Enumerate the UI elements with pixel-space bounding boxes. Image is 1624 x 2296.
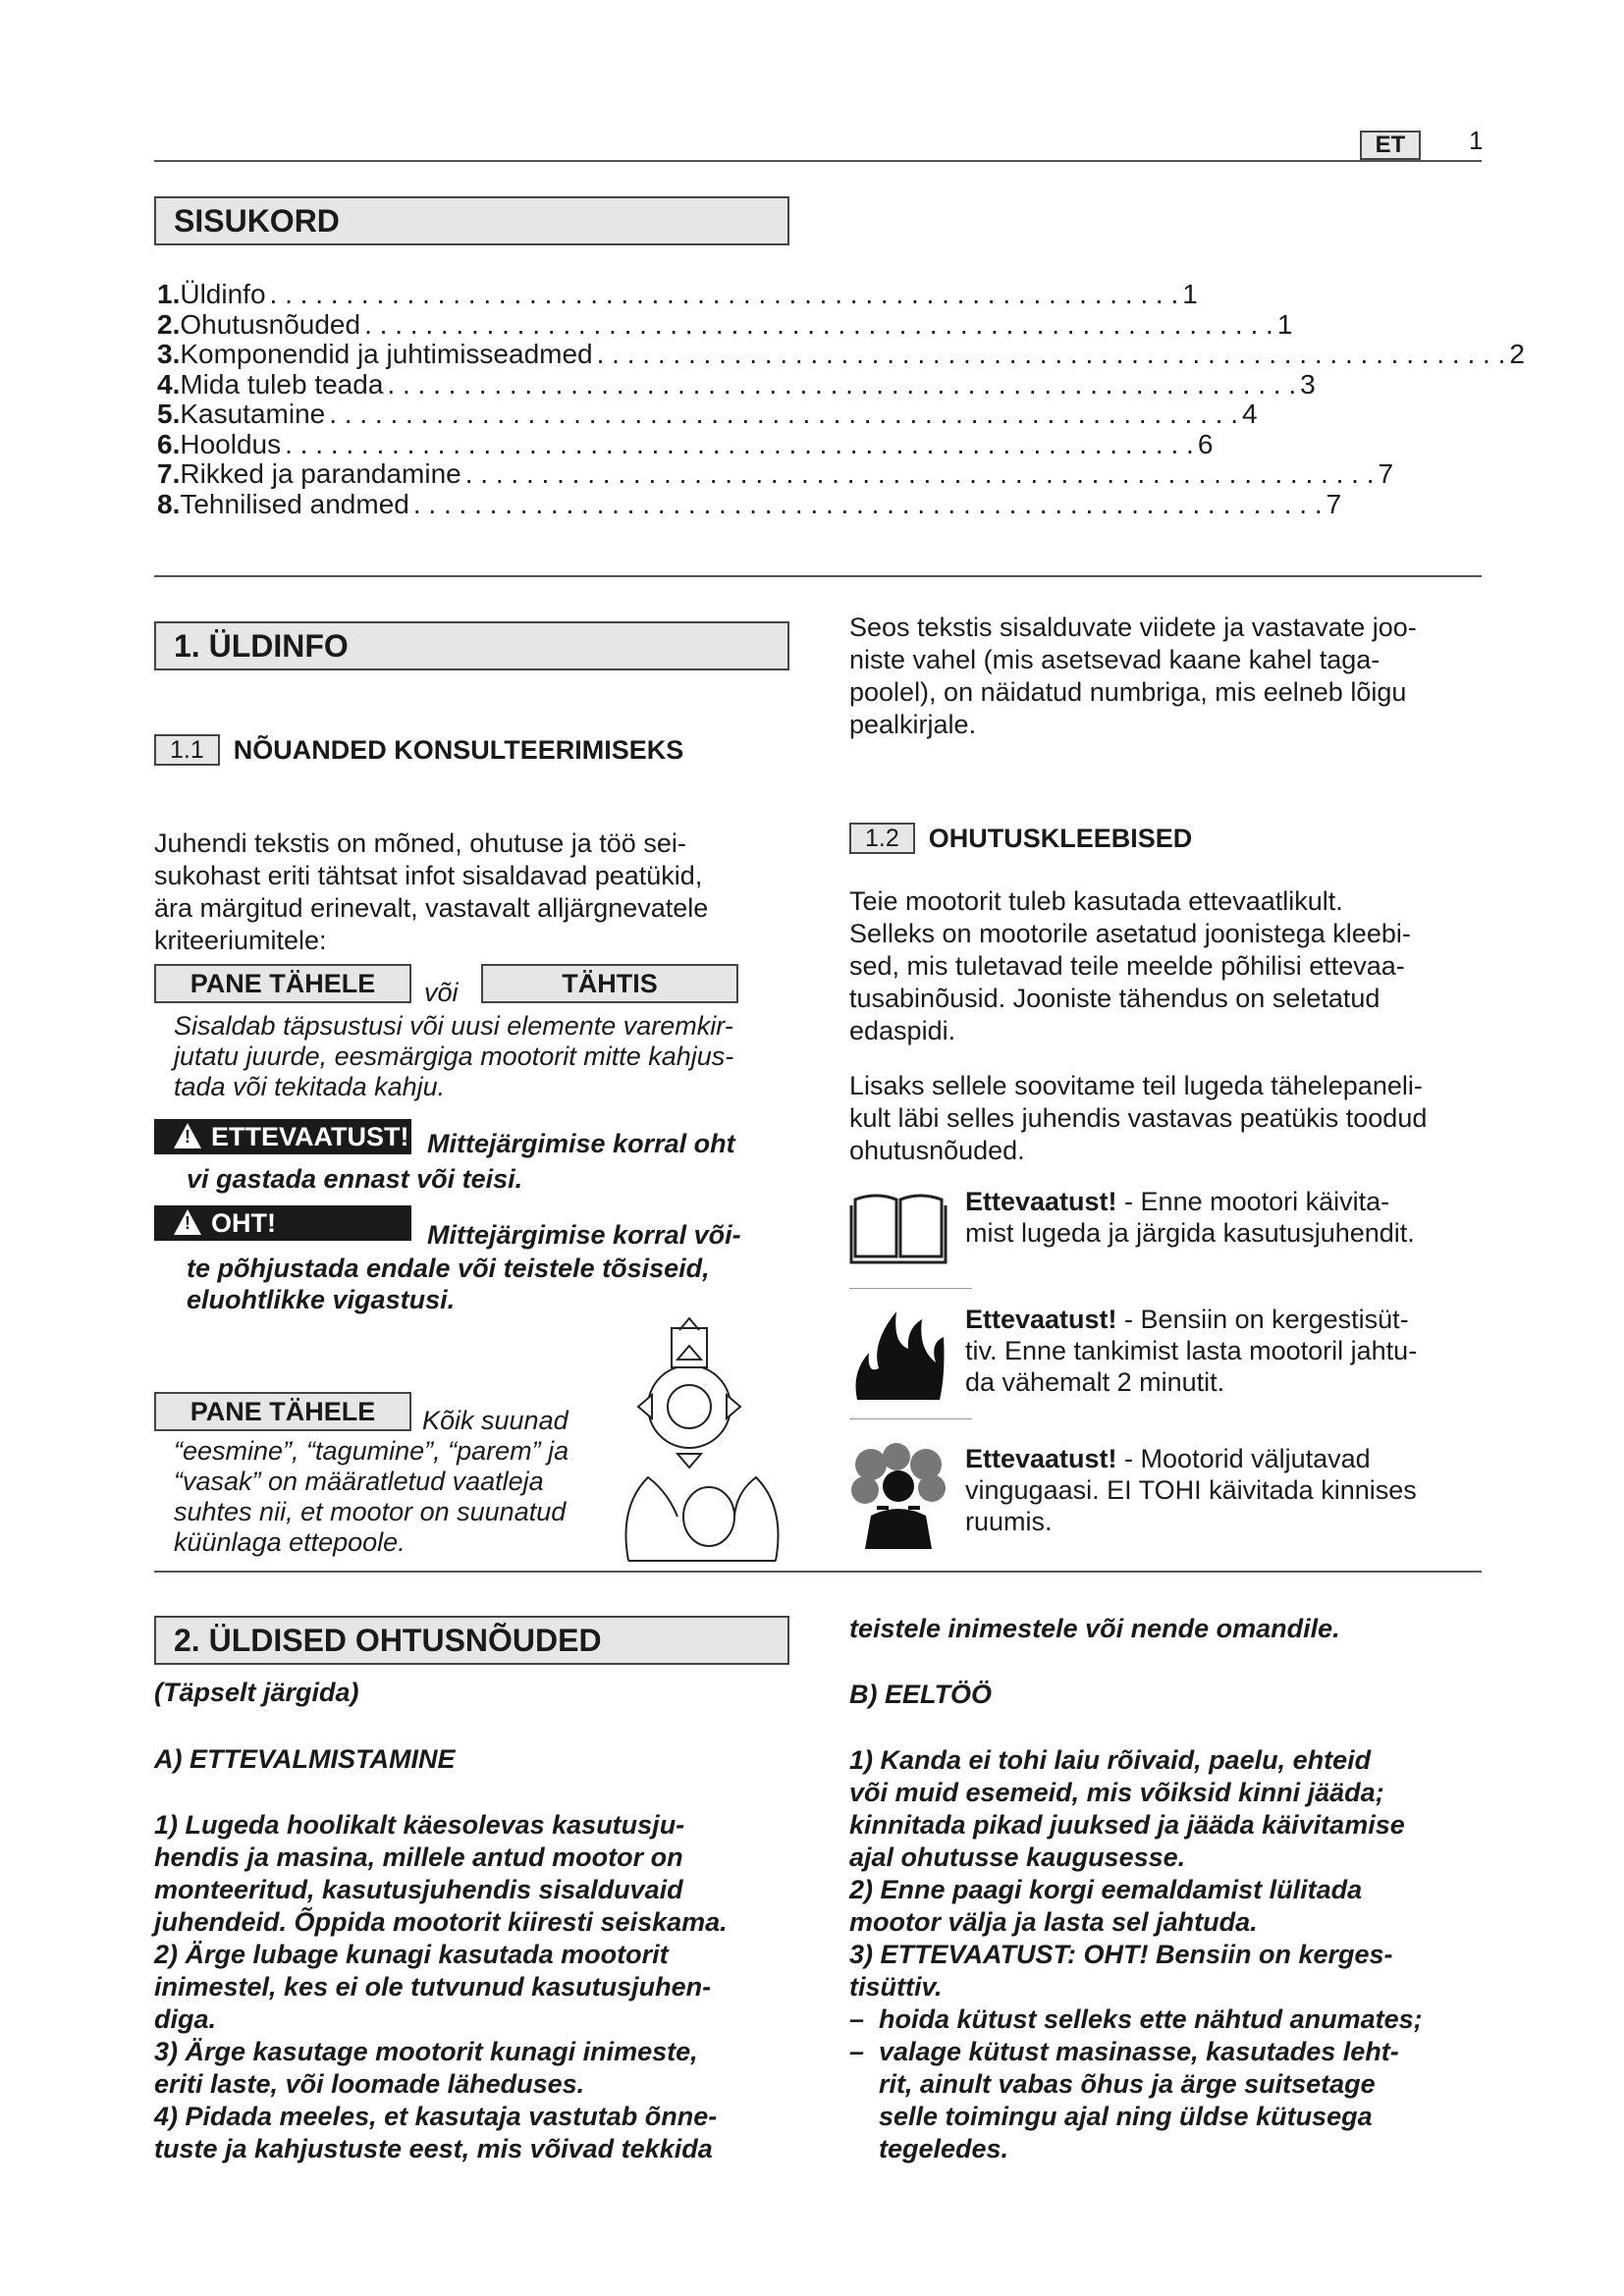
text-line: 2) Ärge lubage kunagi kasutada mootorit — [154, 1940, 669, 1969]
subsection-1-1 — [154, 734, 683, 766]
text-line: hendis ja masina, millele antud mootor on — [154, 1842, 683, 1872]
toc-item — [157, 399, 1258, 430]
text-line: tegeledes. — [879, 2134, 1009, 2163]
toc-item — [157, 428, 1214, 460]
toc-item-number: 4. — [157, 368, 181, 400]
dash-item: – hoida kütust selleks ette nähtud anumates; — [849, 2004, 1423, 2034]
part-b-title: B) EELTÖÖ — [849, 1680, 992, 1709]
text-line: Teie mootorit tuleb kasutada ettevaatlikult. — [849, 886, 1343, 916]
toc-item — [157, 279, 1198, 310]
toc-item-number: 3. — [157, 339, 181, 369]
toc-item-page: 7 — [1326, 488, 1342, 519]
stickers-paragraph — [849, 885, 1483, 1047]
subsection-1-2-title: OHUTUSKLEEBISED — [928, 823, 1193, 853]
toc-title: SISUKORD — [154, 196, 789, 245]
toc-leader-dots: . . . . . . . . . . . . . . . . . . . . . . . . . . . . . . . . . . . . . . . . . . . . . . . . . . . . . . . . . . . . — [364, 308, 1273, 340]
part-a-continued: teistele inimestele või nende omandile. — [849, 1614, 1340, 1643]
toc-item-page: 6 — [1197, 428, 1214, 459]
right-intro-paragraph — [849, 612, 1483, 741]
symbol-row-fuel — [849, 1304, 1478, 1402]
text-line: tada või tekitada kahju. — [174, 1072, 446, 1101]
warning-oht-text-3: eluohtlikke vigastusi. — [187, 1285, 456, 1314]
text-line: kriteeriumitele: — [154, 926, 327, 955]
part-b-text — [849, 1744, 1492, 2003]
note-paragraph — [174, 1011, 792, 1102]
text-line: eriti laste, või loomade läheduses. — [154, 2069, 585, 2099]
advice-paragraph — [849, 1070, 1483, 1167]
subsection-1-1-number: 1.1 — [154, 734, 220, 766]
text-line: ära märgitud erinevalt, vastavalt alljärgnevatele — [154, 893, 709, 923]
symbol-text-fuel: Ettevaatust! - Bensiin on kergestisüt- tiv. Enne tankimist lasta mootoril jahtu- da vähemalt 2 minutit. — [965, 1305, 1418, 1397]
text-line: tusabinõusid. Jooniste tähendus on seletatud — [849, 984, 1380, 1013]
toc-item-title: Mida tuleb teada — [180, 368, 384, 400]
text-line: Selleks on mootorile asetatud joonistega kleebi- — [849, 919, 1411, 948]
warning-triangle-icon — [174, 1209, 201, 1235]
section1-title: 1. ÜLDINFO — [154, 621, 789, 670]
directions-text-1: Kõik suunad — [422, 1406, 568, 1435]
text-line: või muid esemeid, mis võiksid kinni jääda; — [849, 1778, 1384, 1807]
text-line: selle toimingu ajal ning üldse kütusega — [879, 2102, 1373, 2131]
label-voi: või — [424, 978, 459, 1007]
text-line: Seos tekstis sisalduvate viidete ja vastavate joo- — [849, 613, 1417, 642]
toc-item-number: 5. — [157, 399, 181, 429]
toc-item — [157, 308, 1293, 341]
toc-item-title: Üldinfo — [180, 279, 266, 309]
toc-item-title: Ohutusnõuded — [180, 308, 361, 340]
toc-item-page: 1 — [1182, 279, 1198, 309]
text-line: juhendeid. Õppida mootorit kiiresti seiskama. — [154, 1907, 728, 1937]
text-line: tuste ja kahjustuste eest, mis võivad tekkida — [154, 2134, 713, 2163]
toc-leader-dots: . . . . . . . . . . . . . . . . . . . . . . . . . . . . . . . . . . . . . . . . . . . . . . . . . . . . . . . . . . . . — [412, 488, 1323, 519]
text-line: inimestel, kes ei ole tutvunud kasutusjuhen- — [154, 1972, 712, 2002]
toc-leader-dots: . . . . . . . . . . . . . . . . . . . . . . . . . . . . . . . . . . . . . . . . . . . . . . . . . . . . . . . . . . . . — [269, 279, 1179, 309]
toc-item-number: 8. — [157, 488, 181, 519]
text-line: Juhendi tekstis on mõned, ohutuse ja töö sei- — [154, 828, 686, 858]
book-icon — [849, 1186, 947, 1264]
label-pane-tahele: PANE TÄHELE — [154, 964, 411, 1003]
text-line: tisüttiv. — [849, 1972, 943, 2002]
toc-item-title: Tehnilised andmed — [180, 488, 409, 519]
text-line: edaspidi. — [849, 1016, 956, 1045]
text-line: “eesmine”, “tagumine”, “parem” ja — [174, 1436, 569, 1466]
text-line: kult läbi selles juhendis vastavas peatükis toodud — [849, 1103, 1428, 1133]
text-line: Lisaks sellele soovitame teil lugeda tähelepaneli- — [849, 1071, 1423, 1100]
lang-badge: ET — [1360, 131, 1421, 160]
toc-leader-dots: . . . . . . . . . . . . . . . . . . . . . . . . . . . . . . . . . . . . . . . . . . . . . . . . . . . . . . . . . . . . — [596, 339, 1506, 369]
toc-item-number: 1. — [157, 279, 181, 309]
header-rule — [154, 160, 1482, 162]
subsection-1-2-number: 1.2 — [849, 823, 915, 854]
toc-leader-dots: . . . . . . . . . . . . . . . . . . . . . . . . . . . . . . . . . . . . . . . . . . . . . . . . . . . . . . . . . . . . — [464, 458, 1375, 489]
toc-item-title: Kasutamine — [180, 399, 326, 429]
toc-item — [157, 339, 1525, 370]
warning-ettevaatust-label: !ETTEVAATUST! — [154, 1119, 411, 1154]
intro-paragraph — [154, 828, 792, 957]
text-line: 1) Kanda ei tohi laiu rõivaid, paelu, ehteid — [849, 1745, 1372, 1775]
part-a-title: A) ETTEVALMISTAMINE — [154, 1744, 456, 1774]
subsection-1-2 — [849, 823, 1192, 854]
toc-item-number: 2. — [157, 308, 181, 340]
page-number: 1 — [1469, 126, 1484, 155]
toc-item-number: 6. — [157, 428, 181, 459]
exhaust-fumes-icon — [849, 1443, 947, 1551]
text-line: diga. — [154, 2004, 217, 2034]
warning-ettevaatust-text: Mittejärgimise korral oht — [427, 1129, 735, 1158]
text-line: sukohast eriti tähtsat infot sisaldavad peatükid, — [154, 861, 703, 890]
part-a-text — [154, 1809, 797, 2165]
text-line: rit, ainult vabas õhus ja ärge suitsetage — [879, 2069, 1376, 2099]
symbol-divider — [849, 1288, 972, 1289]
symbol-text-manual: Ettevaatust! - Enne mootori käivita- mist lugeda ja järgida kasutusjuhendit. — [965, 1187, 1415, 1248]
toc-item-title: Hooldus — [180, 428, 282, 459]
toc-item — [157, 368, 1316, 400]
text-line: 4) Pidada meeles, et kasutaja vastutab õnne- — [154, 2102, 718, 2131]
text-line: monteeritud, kasutusjuhendis sisalduvaid — [154, 1875, 683, 1904]
text-line: 1) Lugeda hoolikalt käesolevas kasutusju- — [154, 1810, 685, 1840]
text-line: 3) Ärge kasutage mootorit kunagi inimeste, — [154, 2037, 698, 2066]
toc-item — [157, 488, 1342, 520]
text-line: ajal ohutusse kaugusesse. — [849, 1842, 1186, 1872]
toc-leader-dots: . . . . . . . . . . . . . . . . . . . . . . . . . . . . . . . . . . . . . . . . . . . . . . . . . . . . . . . . . . . . — [329, 399, 1238, 429]
text-line: niste vahel (mis asetsevad kaane kahel taga- — [849, 645, 1380, 674]
text-line: kinnitada pikad juuksed ja jääda käivitamise — [849, 1810, 1405, 1840]
dash-list — [849, 2003, 1492, 2165]
label-pane-tahele-directions: PANE TÄHELE — [154, 1392, 411, 1431]
toc-list — [157, 279, 1525, 519]
symbol-row-manual — [849, 1186, 1478, 1264]
subsection-1-1-title: NÕUANDED KONSULTEERIMISEKS — [233, 734, 684, 765]
text-line: pealkirjale. — [849, 710, 977, 739]
text-line: suhtes nii, et mootor on suunatud — [174, 1497, 567, 1526]
toc-item-number: 7. — [157, 458, 181, 489]
label-tahtis: TÄHTIS — [481, 964, 738, 1003]
toc-item — [157, 458, 1394, 490]
text-line: Sisaldab täpsustusi või uusi elemente varemkir- — [174, 1011, 733, 1041]
text-line: jutatu juurde, eesmärgiga mootorit mitte kahjus- — [174, 1041, 734, 1071]
toc-leader-dots: . . . . . . . . . . . . . . . . . . . . . . . . . . . . . . . . . . . . . . . . . . . . . . . . . . . . . . . . . . . . — [387, 368, 1297, 400]
toc-item-page: 7 — [1378, 458, 1394, 489]
fire-icon — [849, 1304, 947, 1402]
engine-orientation-illustration — [609, 1320, 785, 1566]
toc-item-title: Rikked ja parandamine — [180, 458, 461, 489]
text-line: 2) Enne paagi korgi eemaldamist lülitada — [849, 1875, 1363, 1904]
toc-item-page: 4 — [1241, 399, 1258, 429]
text-line: ohutusnõuded. — [849, 1136, 1025, 1165]
toc-item-page: 3 — [1300, 368, 1316, 400]
toc-item-page: 2 — [1509, 339, 1525, 369]
dash-item: – valage kütust masinasse, kasutades leht- — [849, 2037, 1399, 2066]
toc-item-page: 1 — [1276, 308, 1293, 340]
warning-oht-text-2: te põhjustada endale või teistele tõsiseid, — [187, 1254, 710, 1283]
text-line: poolel), on näidatud numbriga, mis eelneb lõigu — [849, 677, 1407, 707]
symbol-divider — [849, 1418, 972, 1419]
warning-ettevaatust-text-2: vi gastada ennast või teisi. — [187, 1164, 523, 1194]
symbol-text-exhaust: Ettevaatust! - Mootorid väljutavad vingugaasi. EI TOHI käivitada kinnises ruumis. — [965, 1444, 1417, 1536]
section2-title: 2. ÜLDISED OHTUSNÕUDED — [154, 1616, 789, 1665]
warning-triangle-icon — [174, 1123, 201, 1148]
text-line: sed, mis tuletavad teile meelde põhilisi ettevaa- — [849, 951, 1405, 981]
symbol-row-exhaust — [849, 1443, 1478, 1551]
warning-oht-label: !OHT! — [154, 1205, 411, 1241]
text-line: küünlaga ettepoole. — [174, 1527, 406, 1557]
toc-item-title: Komponendid ja juhtimisseadmed — [180, 339, 593, 369]
directions-text — [174, 1436, 616, 1558]
text-line: mootor välja ja lasta sel jahtuda. — [849, 1907, 1258, 1937]
text-line: 3) ETTEVAATUST: OHT! Bensiin on kerges- — [849, 1940, 1393, 1969]
divider-1 — [154, 575, 1482, 577]
toc-leader-dots: . . . . . . . . . . . . . . . . . . . . . . . . . . . . . . . . . . . . . . . . . . . . . . . . . . . . . . . . . . . . — [285, 428, 1194, 459]
text-line: “vasak” on määratletud vaatleja — [174, 1467, 544, 1496]
section2-subtitle: (Täpselt järgida) — [154, 1678, 359, 1707]
divider-2 — [154, 1571, 1482, 1573]
warning-oht-text: Mittejärgimise korral või- — [427, 1220, 741, 1250]
